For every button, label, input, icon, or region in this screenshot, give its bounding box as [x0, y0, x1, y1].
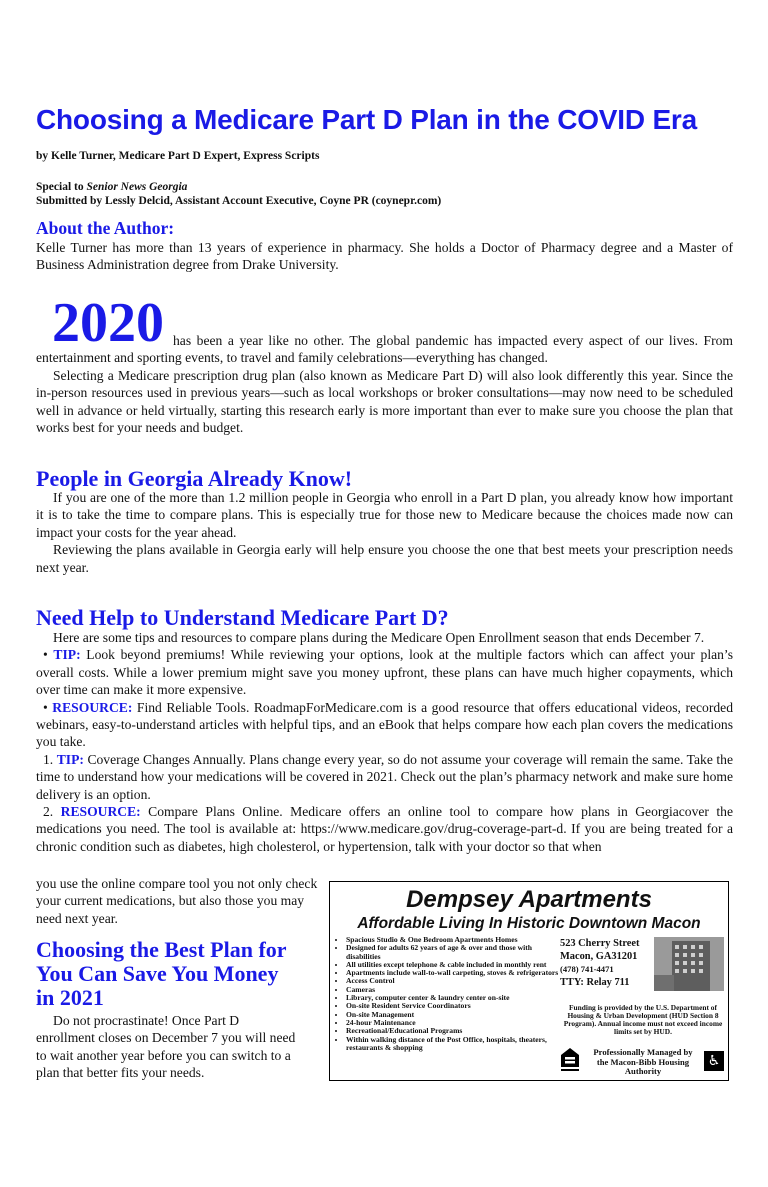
resource-label: RESOURCE:: [52, 699, 133, 715]
ad-features-list: [336, 936, 568, 1052]
ad-funding-note: Funding is provided by the U.S. Department of Housing & Urban Development (HUD Section 8 Program). Annual income must not exceed income limits set by HUD.: [563, 1003, 723, 1036]
byline: by Kelle Turner, Medicare Part D Expert, Express Scripts: [36, 150, 320, 162]
ad-feature-item: • Apartments include wall-to-wall carpeting, stoves & refrigerators: [346, 969, 568, 977]
resource-label: RESOURCE:: [60, 804, 141, 820]
help-heading: Need Help to Understand Medicare Part D?: [36, 605, 449, 630]
building-illustration: [654, 937, 724, 991]
tip-label: TIP:: [56, 751, 84, 767]
ad-city: Macon, GA31201: [560, 951, 638, 962]
tip-label: TIP:: [53, 647, 81, 663]
help-paragraph: Here are some tips and resources to compare plans during the Medicare Open Enrollment season that ends December 7.: [53, 630, 705, 645]
resource-2: 2. RESOURCE: Compare Plans Online. Medicare offers an online tool to compare how plans in Georgiacover the medications you need. The tool is available at: https://www.medicare.gov/drug-coverage-part-d. If you are being treated for a chronic condition such as diabetes, high cholesterol, or hypertension, talk with your doctor so that when: [36, 804, 733, 854]
drop-cap-year: 2020: [52, 292, 164, 354]
special-to: Special to Senior News Georgia: [36, 181, 188, 193]
georgia-paragraph-2: Reviewing the plans available in Georgia early will help ensure you choose the one that best meets your prescription needs next year.: [36, 542, 733, 575]
publication-name: Senior News Georgia: [86, 181, 188, 193]
ad-feature-item: • Recreational/Educational Programs: [346, 1027, 568, 1035]
ad-feature-item: • Library, computer center & laundry center on-site: [346, 994, 568, 1002]
best-plan-paragraph: Do not procrastinate! Once Part D enrollment closes on December 7 you will need to wait another year before you can switch to a plan that better fits your needs.: [36, 1013, 296, 1081]
georgia-heading: People in Georgia Already Know!: [36, 466, 353, 491]
resource-2-continued: you use the online compare tool you not only check your current medications, but also those you may need next year.: [36, 876, 318, 926]
equal-housing-icon: [560, 1047, 580, 1073]
best-plan-section: [36, 1012, 300, 1082]
tip-1: • TIP: Look beyond premiums! While reviewing your options, look at the multiple factors which can affect your plan’s overall costs. While a lower premium might save you money upfront, these plans can have much higher copayments, which over time can make it more expensive.: [36, 647, 733, 698]
about-heading: About the Author:: [36, 218, 175, 238]
georgia-section: [36, 489, 733, 576]
ad-street: 523 Cherry Street: [560, 938, 640, 949]
ad-phone: (478) 741-4471: [560, 964, 614, 974]
ad-feature-item: • Designed for adults 62 years of age & over and those with disabilities: [346, 944, 568, 961]
ad-feature-item: • 24-hour Maintenance: [346, 1019, 568, 1027]
ad-management: Professionally Managed by the Macon-Bibb Housing Authority: [593, 1047, 693, 1076]
article-title: Choosing a Medicare Part D Plan in the COVID Era: [36, 104, 697, 135]
building-photo: [654, 937, 724, 991]
intro-paragraph-2: Selecting a Medicare prescription drug plan (also known as Medicare Part D) will also look differently this year. Since the in-person resources used in previous years—such as local workshops or broker consultations—may now need to be scheduled well in advance or held virtually, starting this research early is more important than ever to make sure you choose the plan that works best for your needs and budget.: [36, 367, 733, 436]
credits: [36, 180, 441, 208]
georgia-paragraph-1: If you are one of the more than 1.2 million people in Georgia who enroll in a Part D plan, you already know how important it is to take the time to compare plans. This is especially true for those new to Medicare because the choices made now can impact your costs for the year ahead.: [36, 490, 733, 540]
ad-feature-item: • All utilities except telephone & cable included in monthly rent: [346, 961, 568, 969]
ad-contact: [560, 937, 639, 989]
ad-feature-item: • Within walking distance of the Post Office, hospitals, theaters, restaurants & shopping: [346, 1036, 568, 1053]
ad-tty: TTY: Relay 711: [560, 977, 630, 988]
accessibility-icon: ♿: [704, 1051, 724, 1071]
ad-feature-item: • Access Control: [346, 977, 568, 985]
ad-feature-item: • Cameras: [346, 986, 568, 994]
ad-feature-item: • Spacious Studio & One Bedroom Apartments Homes: [346, 936, 568, 944]
submitted-by: Submitted by Lessly Delcid, Assistant Account Executive, Coyne PR (coynepr.com): [36, 195, 442, 207]
tip-2: 1. TIP: Coverage Changes Annually. Plans change every year, so do not assume your coverage will remain the same. Take the time to understand how your medications will be covered in 2021. Check out the plan’s pharmacy network and make sure home delivery is an option.: [36, 751, 734, 802]
ad-title: Dempsey Apartments: [406, 886, 652, 913]
ad-feature-item: • On-site Resident Service Coordinators: [346, 1002, 568, 1010]
ad-tagline: Affordable Living In Historic Downtown Macon: [357, 915, 701, 932]
intro-section: [36, 332, 733, 436]
dempsey-apartments-ad: [329, 881, 729, 1081]
intro-paragraph-1: has been a year like no other. The global pandemic has impacted every aspect of our lives. From entertainment and sporting events, to travel and family celebrations—everything has changed.: [36, 333, 733, 366]
resource-1: • RESOURCE: Find Reliable Tools. RoadmapForMedicare.com is a good resource that offers educational videos, recorded webinars, easy-to-understand articles with helpful tips, and an eBook that helps compare how each plan covers the medications you take.: [36, 699, 733, 750]
help-section: [36, 629, 733, 855]
best-plan-heading: Choosing the Best Plan for You Can Save You Money in 2021: [36, 937, 287, 1010]
about-text: Kelle Turner has more than 13 years of experience in pharmacy. She holds a Doctor of Pharmacy degree and a Master of Business Administration degree from Drake University.: [36, 240, 733, 273]
ad-feature-item: • On-site Management: [346, 1011, 568, 1019]
